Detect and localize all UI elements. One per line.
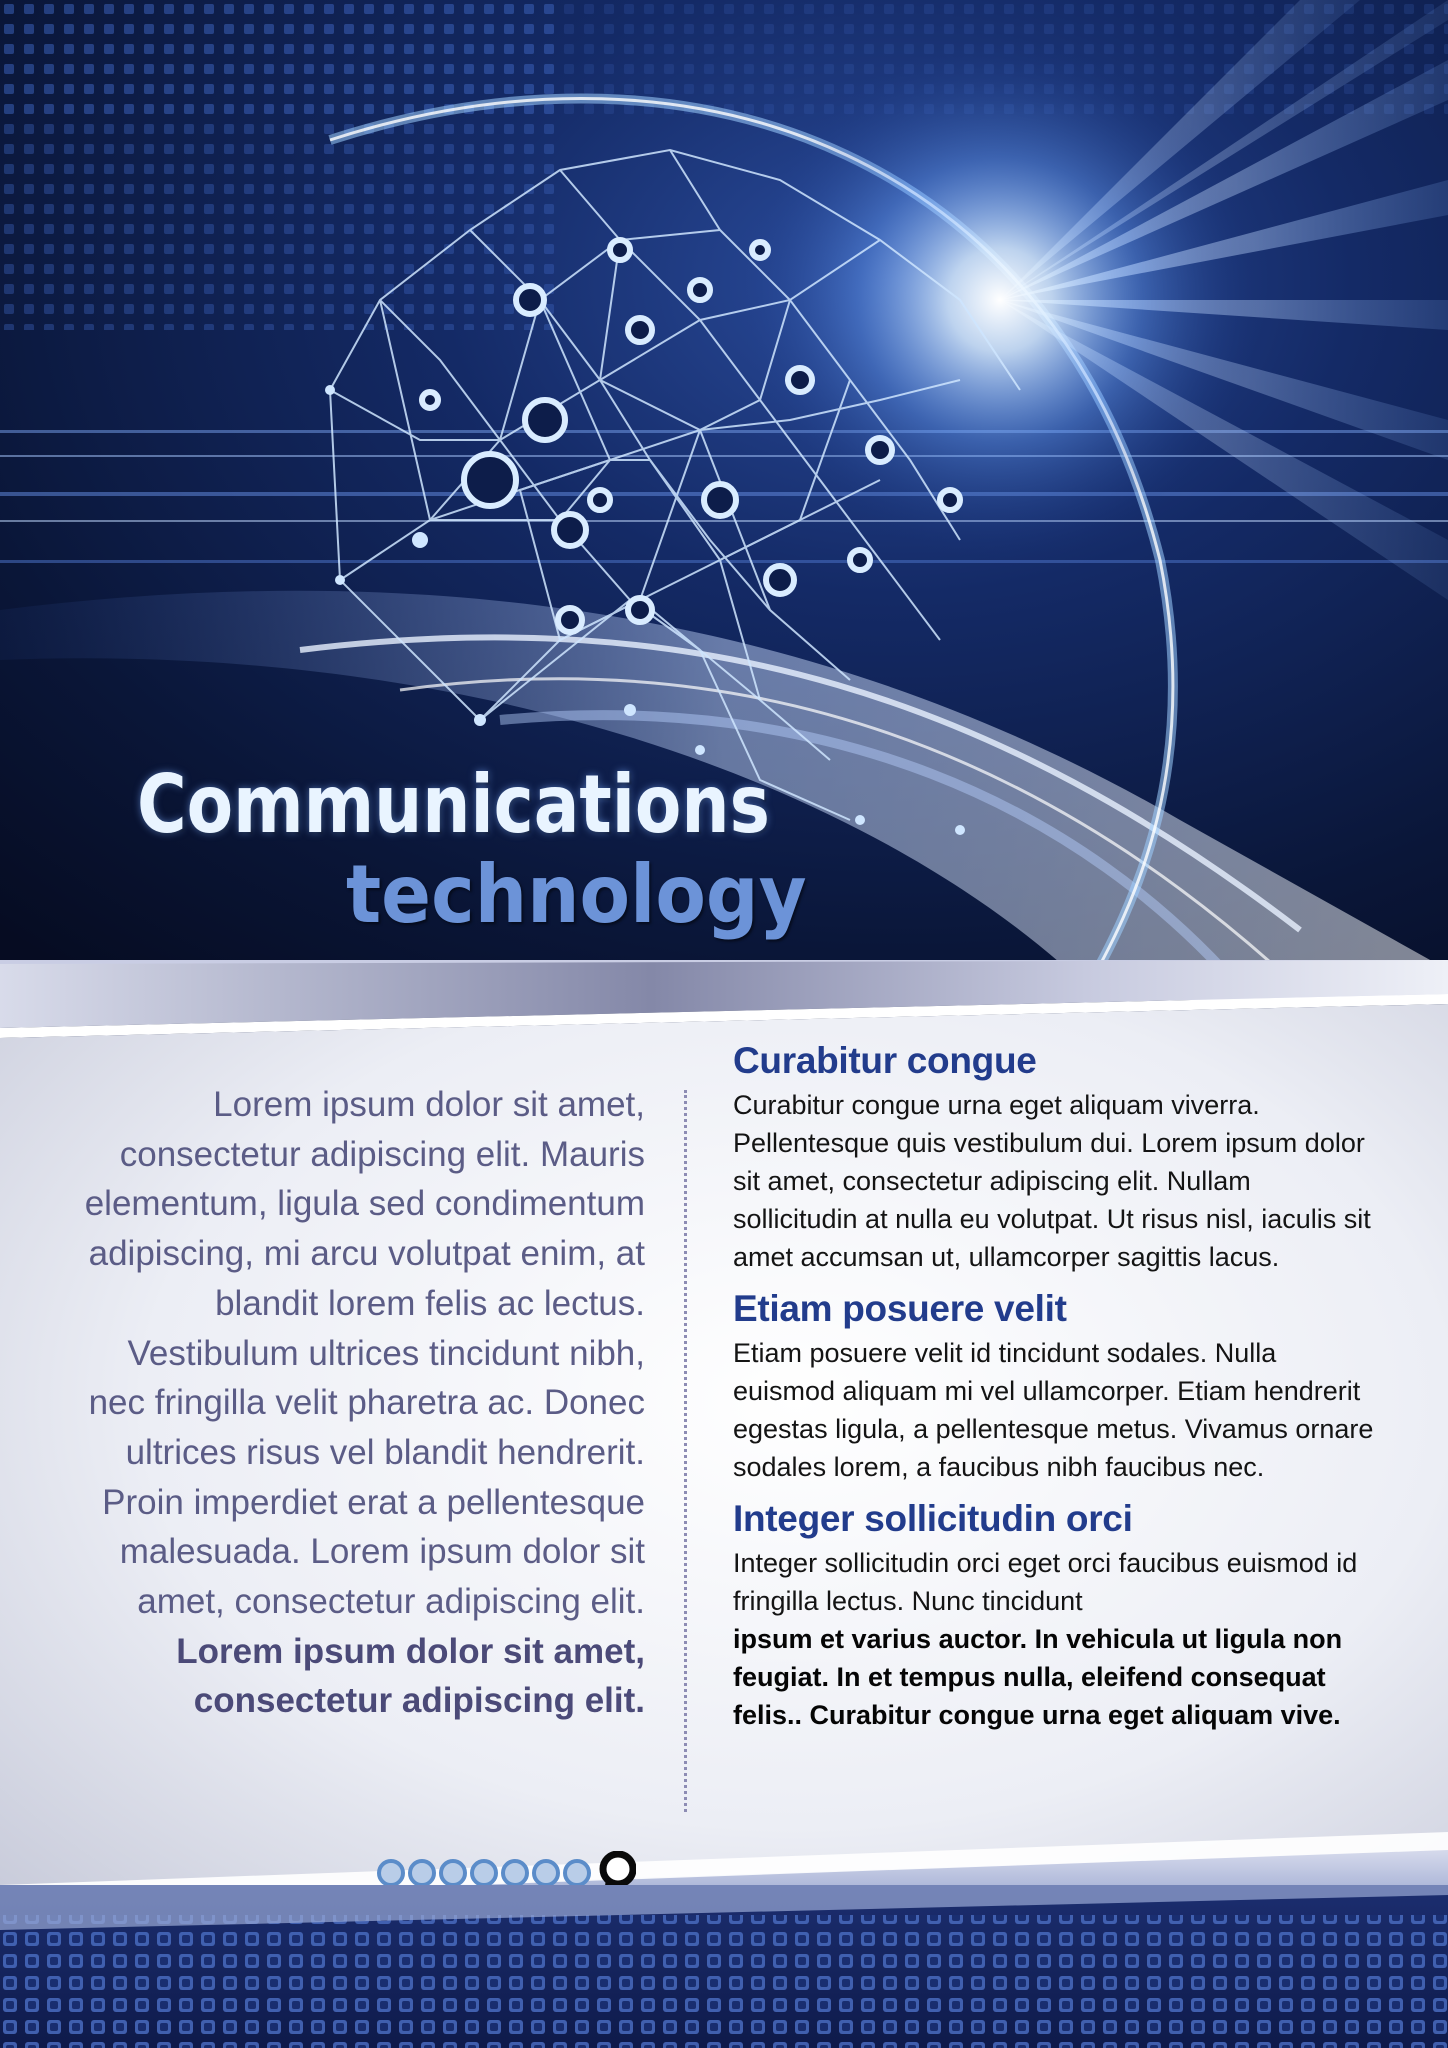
footer-pattern <box>0 1885 1448 2048</box>
footer-band <box>0 1885 1448 2048</box>
dot-icon <box>470 1859 498 1887</box>
intro-column <box>70 1080 645 1726</box>
column-divider <box>684 1090 687 1812</box>
section-body: Etiam posuere velit id tincidunt sodales. Nulla euismod aliquam mi vel ullamcorper. Etiam hendrerit egestas ligula, a pellentesque metus. Vivamus ornare sodales lorem, a faucibus nibh faucibus nec. <box>733 1338 1374 1482</box>
section-body: Curabitur congue urna eget aliquam viverra. Pellentesque quis vestibulum dui. Lorem ipsum dolor sit amet, consectetur adipiscing elit. Nullam sollicitudin at nulla eu volutpat. Ut risus nisl, iaculis sit amet accumsan ut, ullamcorper sagittis lacus. <box>733 1090 1371 1272</box>
section-integer <box>733 1494 1378 1734</box>
dot-icon <box>532 1859 560 1887</box>
hero-banner <box>0 0 1448 1000</box>
section-etiam <box>733 1284 1378 1486</box>
section-body: Integer sollicitudin orci eget orci faucibus euismod id fringilla lectus. Nunc tincidunt <box>733 1548 1358 1616</box>
section-curabitur <box>733 1036 1378 1276</box>
dot-icon <box>377 1859 405 1887</box>
sections-column <box>733 1036 1378 1742</box>
hero-subtitle: technology <box>346 848 807 941</box>
section-heading: Etiam posuere velit <box>733 1288 1067 1329</box>
section-heading: Curabitur congue <box>733 1040 1037 1081</box>
dot-icon <box>501 1859 529 1887</box>
intro-paragraph: Lorem ipsum dolor sit amet, consectetur adipiscing elit. Mauris elementum, ligula sed condimentum adipiscing, mi arcu volutpat enim, at blandit lorem felis ac lectus. Vestibulum ultrices tincidunt nibh, nec fringilla velit pharetra ac. Donec ultrices risus vel blandit hendrerit. Proin imperdiet erat a pellentesque malesuada. Lorem ipsum dolor sit amet, consectetur adipiscing elit. <box>84 1085 645 1622</box>
section-heading: Integer sollicitudin orci <box>733 1498 1133 1539</box>
dot-icon <box>563 1859 591 1887</box>
dot-icon <box>408 1859 436 1887</box>
section-body-emphasis: ipsum et varius auctor. In vehicula ut ligula non feugiat. In et tempus nulla, eleifend consequat felis.. Curabitur congue urna eget aliquam vive. <box>733 1624 1343 1730</box>
dot-icon <box>439 1859 467 1887</box>
intro-emphasis: Lorem ipsum dolor sit amet, consectetur adipiscing elit. <box>176 1631 645 1721</box>
hero-title: Communications <box>137 758 770 851</box>
